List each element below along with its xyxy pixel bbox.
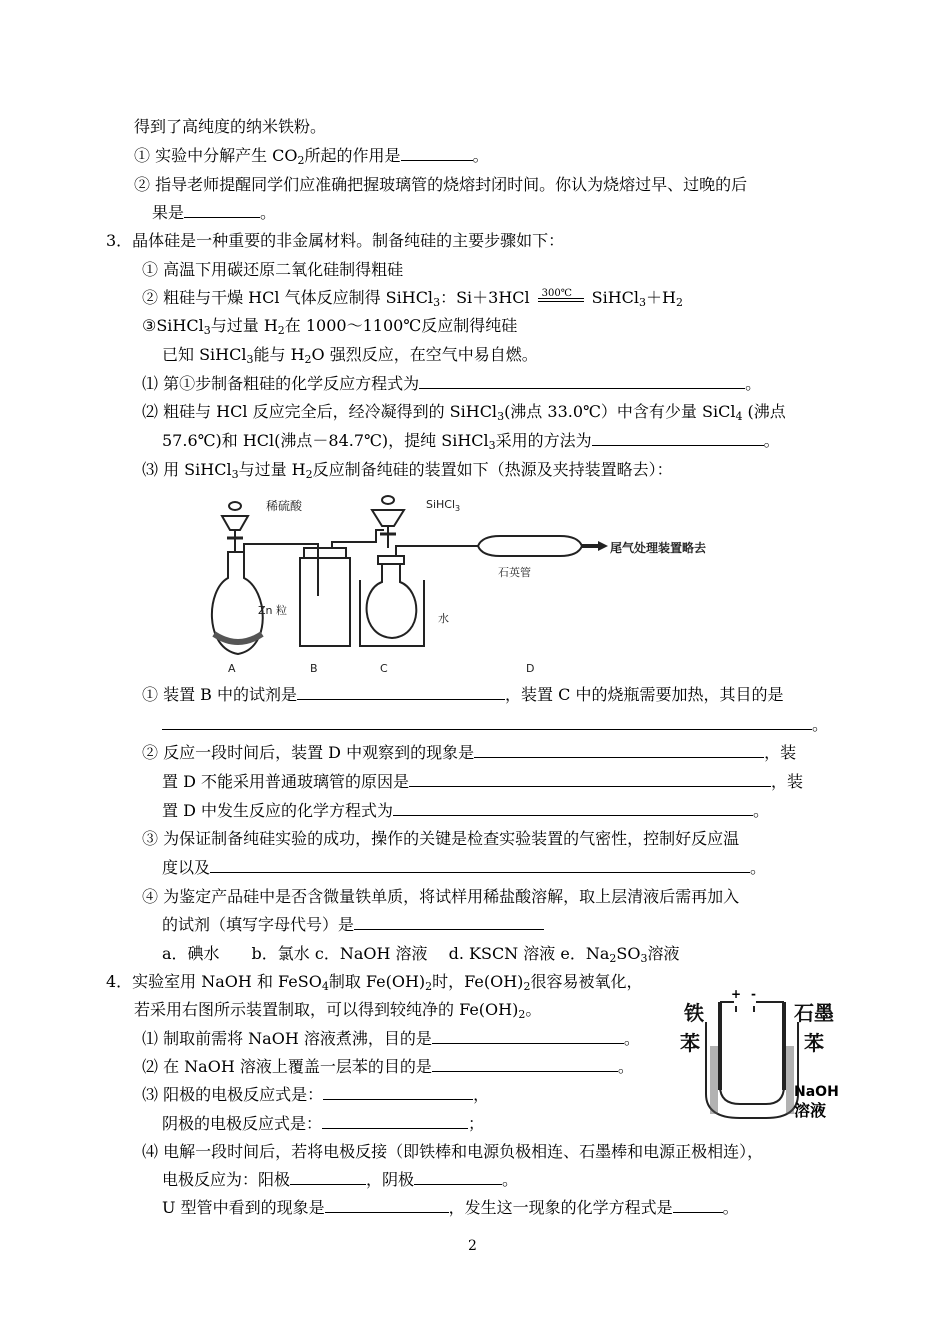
label-quartz-tube: 石英管 [498,566,531,579]
answer-blank[interactable] [354,915,544,930]
answer-blank[interactable] [184,203,260,218]
answer-blank[interactable] [210,858,750,873]
apparatus-diagram [200,486,760,678]
q3-known: 已知 SiHCl$_3$能与 $H_2O$ 强烈反应，在空气中易自燃。 [162,345,538,366]
answer-blank[interactable] [162,715,812,730]
dropping-funnel-c [372,510,404,526]
label-benzene-left: 苯 [680,1031,700,1055]
q4-line2: 若采用右图所示装置制取，可以得到较纯净的 $Fe(OH)_2$。 [134,1000,542,1021]
answer-blank[interactable] [323,1085,473,1100]
answer-blank[interactable] [592,431,764,446]
q3-sub1: ① 装置 B 中的试剂是 ，装置 C 中的烧瓶需要加热，其目的是 [142,685,784,704]
label-a: A [228,662,236,675]
answer-blank[interactable] [673,1198,723,1213]
iron-electrode [718,1002,722,1090]
label-naoh: NaOH [794,1084,839,1100]
answer-blank[interactable] [419,374,745,389]
question-1: ① 实验中分解产生 $CO_2$所起的作用是 。 [134,146,489,167]
q4-part3: ⑶ 阳极的电极反应式是： ， [142,1085,490,1104]
q3-sub2: ② 反应一段时间后，装置 D 中观察到的现象是 ，装 [142,743,797,762]
q4-part4-cont2: U 型管中看到的现象是 ，发生这一现象的化学方程式是 。 [162,1198,739,1217]
q3-part2: ⑵ 粗硅与 HCl 反应完全后，经冷凝得到的 SiHCl$_3$(沸点 33.0℃）中含有少量 SiCl$_4$ (沸点 [142,402,786,423]
u-tube-diagram [678,986,848,1126]
arrow-icon [598,541,608,551]
plus-sign: + [731,987,742,1001]
answer-blank[interactable] [290,1170,366,1185]
q3-part2-cont: 57.6℃)和 HCl(沸点－84.7℃)，提纯 SiHCl$_3$采用的方法为 。 [162,431,780,452]
answer-blank[interactable] [409,772,771,787]
q3-step2: ② 粗硅与干燥 HCl 气体反应制得 SiHCl$_3$：Si＋3HCl 300℃ $SiHCl_3+H_2$ [142,287,683,309]
page-number: 2 [468,1238,477,1254]
q4-title: 4．实验室用 NaOH 和 FeSO$_4$制取 $Fe(OH)_2$时，$Fe(OH)_2$很容易被氧化， [106,972,643,993]
label-graphite: 石墨 [794,1001,834,1025]
q3-sub3-cont: 度以及 。 [162,858,767,877]
q3-sub2-cont2: 置 D 中发生反应的化学方程式为 。 [162,801,770,820]
label-d: D [526,662,535,675]
q4-part2: ⑵ 在 NaOH 溶液上覆盖一层苯的目的是 。 [142,1057,634,1076]
q3-title: 3．晶体硅是一种重要的非金属材料。制备纯硅的主要步骤如下： [106,231,565,250]
q3-sub2-cont: 置 D 不能采用普通玻璃管的原因是 ，装 [162,772,804,791]
intro-line: 得到了高纯度的纳米铁粉。 [134,117,327,136]
water-bath-beaker [360,580,424,646]
answer-blank[interactable] [297,685,505,700]
question-2: ② 指导老师提醒同学们应准确把握玻璃管的烧熔封闭时间。你认为烧熔过早、过晚的后 [134,175,748,194]
label-sihcl3: SiHCl$_3$ [426,498,461,513]
q3-sub1-cont: 。 [162,715,828,735]
q3-part1: ⑴ 第①步制备粗硅的化学反应方程式为 。 [142,374,762,393]
q3-sub4: ④ 为鉴定产品硅中是否含微量铁单质，将试样用稀盐酸溶解，取上层清液后需再加入 [142,887,740,906]
label-water: 水 [438,612,449,625]
label-zn: Zn 粒 [258,604,288,617]
graphite-electrode [782,1002,786,1090]
q3-options: a．碘水 b．氯水 c．NaOH 溶液 d. KSCN 溶液 e．$Na_2SO_3$溶液 [162,944,680,965]
label-tail-gas: 尾气处理装置略去 [610,541,707,555]
q3-sub4-cont: 的试剂（填写字母代号）是 [162,915,544,935]
answer-blank[interactable] [325,1198,449,1213]
label-b: B [310,662,318,675]
minus-sign: - [751,987,756,1001]
quartz-tube [478,536,582,556]
q3-step1: ① 高温下用碳还原二氧化硅制得粗硅 [142,260,404,279]
answer-blank[interactable] [432,1057,618,1072]
q4-part1: ⑴ 制取前需将 NaOH 溶液煮沸，目的是 。 [142,1029,640,1048]
label-iron: 铁 [684,1001,704,1025]
answer-blank[interactable] [474,743,764,758]
answer-blank[interactable] [322,1114,468,1129]
q3-step3: ③SiHCl$_3$与过量 $H_2$在 1000～1100℃反应制得纯硅 [142,316,518,337]
reaction-condition: 300℃ [538,289,584,309]
label-acid: 稀硫酸 [266,499,303,513]
q3-part3: ⑶ 用 SiHCl$_3$与过量 $H_2$反应制备纯硅的装置如下（热源及夹持装置略去）： [142,460,673,481]
flask-c [367,564,417,638]
label-benzene-right: 苯 [804,1031,824,1055]
u-tube-inner [720,1022,784,1104]
q4-part4-cont: 电极反应为：阳极 ，阴极 。 [162,1170,519,1189]
answer-blank[interactable] [414,1170,502,1185]
answer-blank[interactable] [393,801,753,816]
dropping-funnel-a [222,516,248,530]
q4-part4: ⑷ 电解一段时间后，若将电极反接（即铁棒和电源负极相连、石墨棒和电源正极相连）， [142,1142,764,1161]
label-solution: 溶液 [794,1101,827,1120]
answer-blank[interactable] [432,1029,624,1044]
q4-part3-cont: 阴极的电极反应式是： ； [162,1114,485,1133]
q3-sub3: ③ 为保证制备纯硅实验的成功，操作的关键是检查实验装置的气密性，控制好反应温 [142,829,740,848]
question-2-cont: 果是 。 [152,203,277,222]
wash-bottle-b [300,558,350,646]
answer-blank[interactable] [401,146,473,161]
label-c: C [380,662,388,675]
